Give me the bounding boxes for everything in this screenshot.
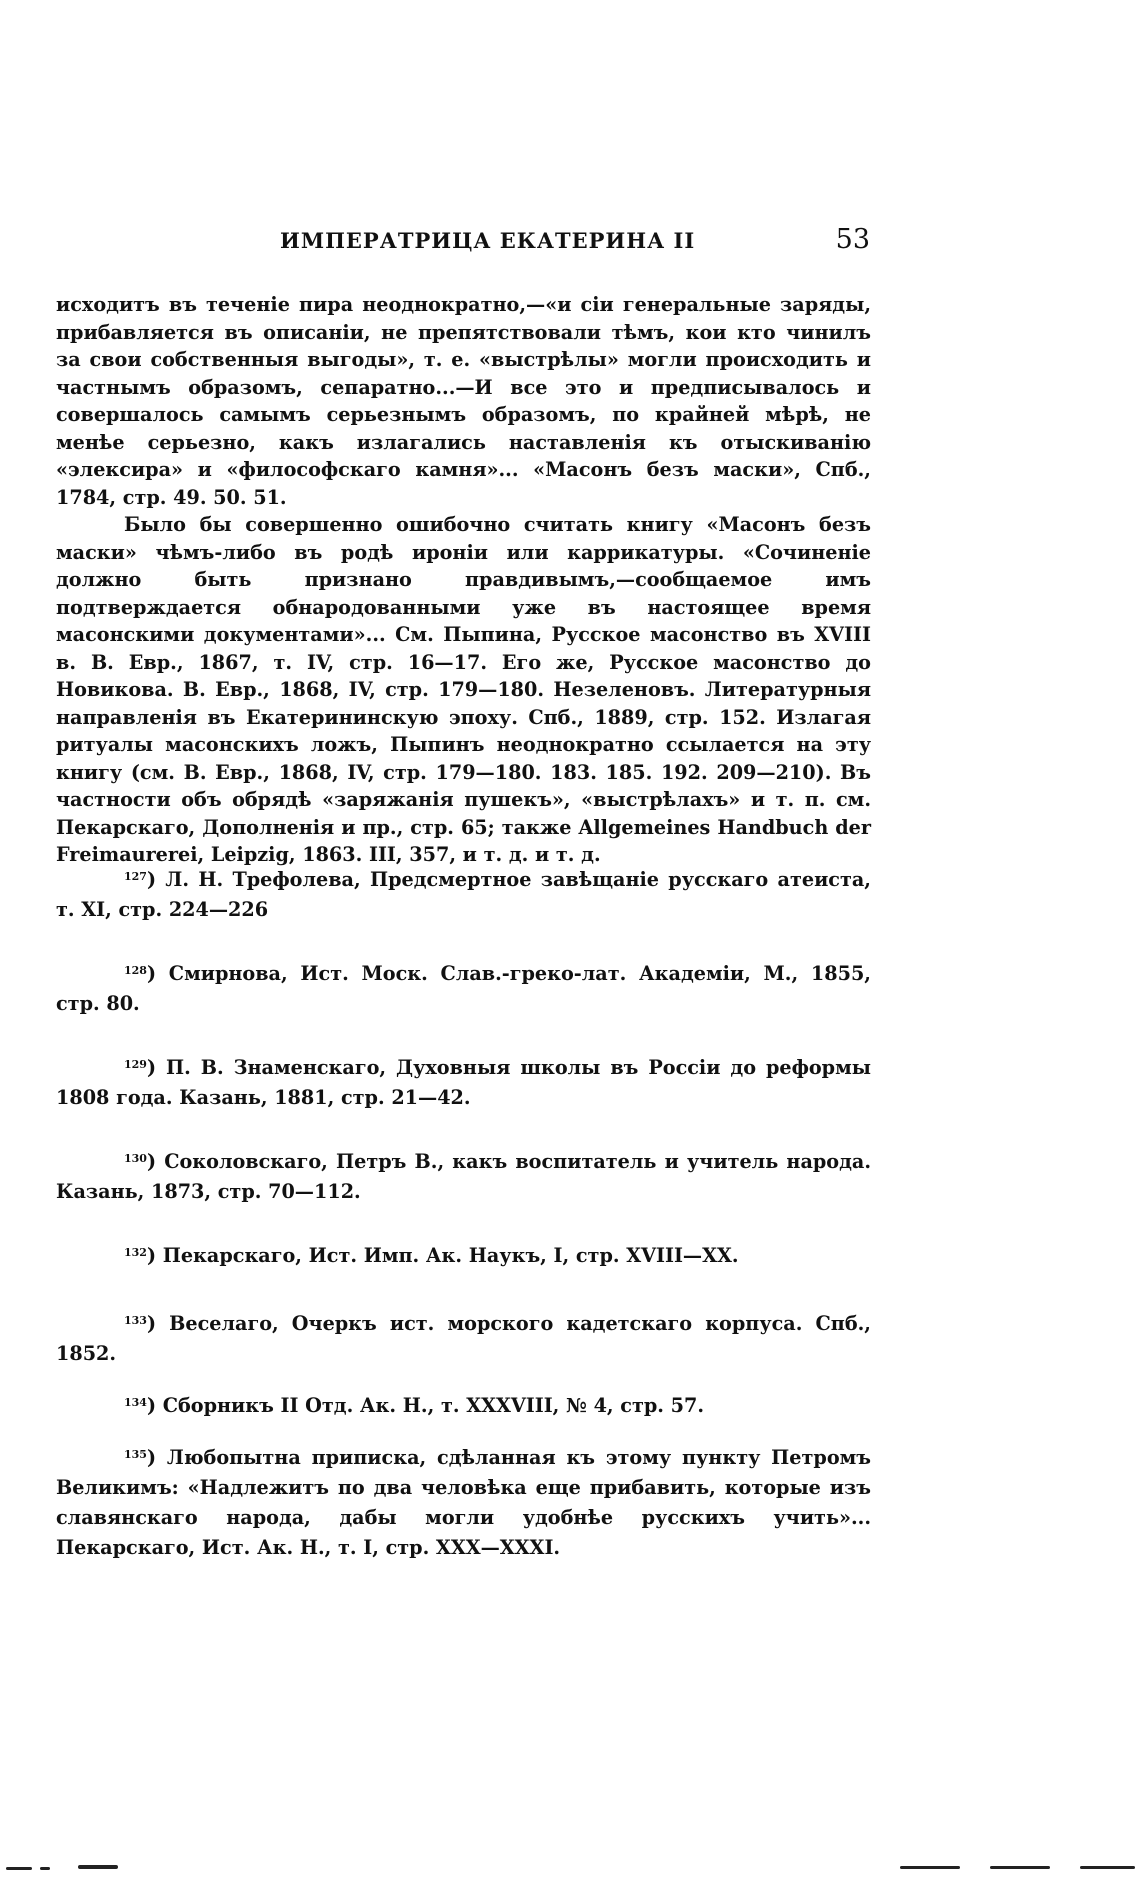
scan-artifact-right bbox=[900, 1866, 960, 1869]
footnote-132: $^{132}$) Пекарскаго, Ист. Имп. Ак. Наукъ, I, стр. XVIII—XX. bbox=[124, 1244, 739, 1267]
footnote-text: Любопытна приписка, сдѣланная къ этому пункту Петромъ Великимъ: «Надлежитъ по два человѣка еще прибавить, которые изъ славянскаго народа, дабы могли удобнѣе русскихъ учить»... Пекарскаго, Ист. Ак. Н., т. I, стр. XXX—XXXI. bbox=[56, 1446, 872, 1559]
running-title: ИМПЕРАТРИЦА ЕКАТЕРИНА II bbox=[280, 228, 696, 253]
footnote-134: $^{134}$) Сборникъ II Отд. Ак. Н., т. XXXVIII, № 4, стр. 57. bbox=[124, 1394, 705, 1417]
footnote-text: Л. Н. Трефолева, Предсмертное завѣщаніе русскаго атеиста, т. XI, стр. 224—226 bbox=[56, 868, 871, 921]
main-text bbox=[56, 291, 871, 869]
footnote-number: 132 bbox=[124, 1246, 147, 1259]
page-header bbox=[280, 224, 870, 264]
footnote-text: Сборникъ II Отд. Ак. Н., т. XXXVIII, № 4, стр. 57. bbox=[162, 1394, 705, 1417]
footnote-number: 127 bbox=[124, 870, 147, 883]
scan-artifact-left-3 bbox=[78, 1865, 118, 1869]
footnotes bbox=[56, 865, 871, 1563]
footnote-text: Соколовскаго, Петръ В., какъ воспитатель и учитель народа. Казань, 1873, стр. 70—112. bbox=[56, 1150, 871, 1203]
footnote-127: $^{127}$) Л. Н. Трефолева, Предсмертное завѣщаніе русскаго атеиста, т. XI, стр. 224—226 bbox=[56, 868, 871, 921]
footnote-number: 129 bbox=[124, 1058, 147, 1071]
page-number: 53 bbox=[835, 224, 870, 255]
footnote-number: 128 bbox=[124, 964, 147, 977]
footnote-number: 135 bbox=[124, 1448, 147, 1461]
scan-artifact-right-2 bbox=[990, 1866, 1050, 1869]
scan-artifact-right-3 bbox=[1080, 1866, 1135, 1869]
footnote-text: П. В. Знаменскаго, Духовныя школы въ Россіи до реформы 1808 года. Казань, 1881, стр. 21—42. bbox=[56, 1056, 872, 1109]
footnote-129: $^{129}$) П. В. Знаменскаго, Духовныя школы въ Россіи до реформы 1808 года. Казань, 1881, стр. 21—42. bbox=[56, 1056, 872, 1109]
footnote-text: Смирнова, Ист. Моск. Слав.-греко-лат. Академіи, М., 1855, стр. 80. bbox=[56, 962, 871, 1015]
footnote-number: 130 bbox=[124, 1152, 147, 1165]
footnote-text: Пекарскаго, Ист. Имп. Ак. Наукъ, I, стр. XVIII—XX. bbox=[162, 1244, 739, 1267]
footnote-133: $^{133}$) Веселаго, Очеркъ ист. морского кадетскаго корпуса. Спб., 1852. bbox=[56, 1312, 871, 1365]
scan-artifact-left-2 bbox=[40, 1867, 50, 1870]
scan-artifact-left bbox=[6, 1867, 32, 1870]
paragraph-masonry-book: Было бы совершенно ошибочно считать книгу «Масонъ безъ маски» чѣмъ-либо въ родѣ ироніи или каррикатуры. «Сочиненіе должно быть признано правдивымъ,—сообщаемое имъ подтверждается обнародованными уже въ настоящее время масонскими документами»... См. Пыпина, Русское масонство въ XVIII в. В. Евр., 1867, т. IV, стр. 16—17. Его же, Русское масонство до Новикова. В. Евр., 1868, IV, стр. 179—180. Незеленовъ. Литературныя направленія въ Екатерининскую эпоху. Спб., 1889, стр. 152. Излагая ритуалы масонскихъ ложъ, Пыпинъ неоднократно ссылается на эту книгу (см. В. Евр., 1868, IV, стр. 179—180. 183. 185. 192. 209—210). Въ частности объ обрядѣ «заряжанія пушекъ», «выстрѣлахъ» и т. п. см. Пекарскаго, Дополненія и пр., стр. 65; также Allgemeines Handbuch der Freimaurerei, Leipzig, 1863. III, 357, и т. д. и т. д. bbox=[56, 513, 871, 866]
footnote-135: $^{135}$) Любопытна приписка, сдѣланная къ этому пункту Петромъ Великимъ: «Надлежитъ по два человѣка еще прибавить, которые изъ славянскаго народа, дабы могли удобнѣе русскихъ учить»... Пекарскаго, Ист. Ак. Н., т. I, стр. XXX—XXXI. bbox=[56, 1446, 872, 1559]
footnote-number: 133 bbox=[124, 1314, 147, 1327]
footnote-number: 134 bbox=[124, 1396, 147, 1409]
paragraph-continuation: исходитъ въ теченіе пира неоднократно,—«и сіи генеральные заряды, прибавляется въ описаніи, не препятствовали тѣмъ, кои кто чинилъ за свои собственныя выгоды», т. е. «выстрѣлы» могли происходить и частнымъ образомъ, сепаратно...—И все это и предписывалось и совершалось самымъ серьезнымъ образомъ, по крайней мѣрѣ, не менѣе серьезно, какъ излагались наставленія къ отыскиванію «элексира» и «философскаго камня»... «Масонъ безъ маски», Спб., 1784, стр. 49. 50. 51. bbox=[56, 293, 871, 509]
footnote-130: $^{130}$) Соколовскаго, Петръ В., какъ воспитатель и учитель народа. Казань, 1873, стр. 70—112. bbox=[56, 1150, 871, 1203]
footnote-text: Веселаго, Очеркъ ист. морского кадетскаго корпуса. Спб., 1852. bbox=[56, 1312, 871, 1365]
footnote-128: $^{128}$) Смирнова, Ист. Моск. Слав.-греко-лат. Академіи, М., 1855, стр. 80. bbox=[56, 962, 871, 1015]
